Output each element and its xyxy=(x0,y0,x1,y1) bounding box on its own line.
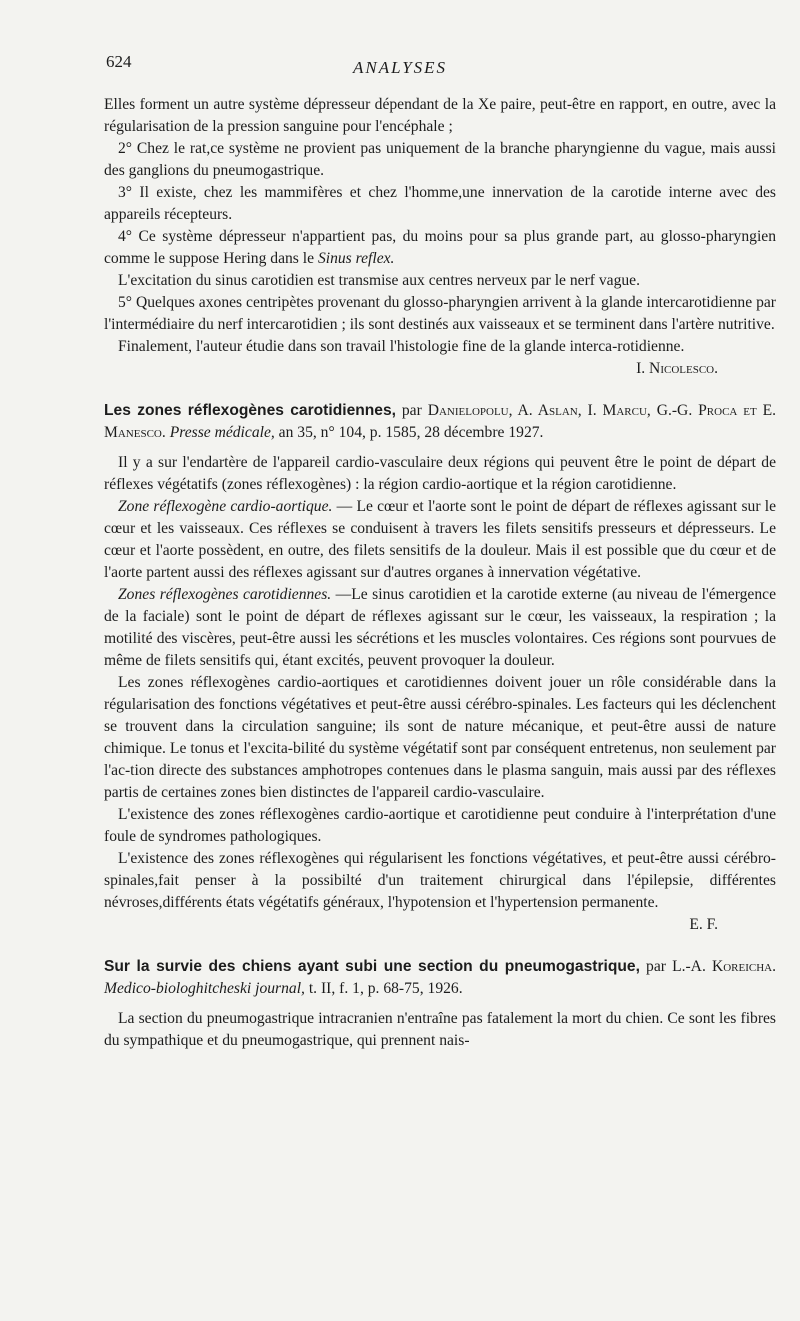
review1-paragraph: 3° Il existe, chez les mammifères et chez l'homme,une innervation de la carotide interne avec des appareils récepteurs. xyxy=(104,184,776,223)
text-column xyxy=(104,94,776,1052)
review1-paragraph: Finalement, l'auteur étudie dans son travail l'histologie fine de la glande interca-rotidienne. xyxy=(118,338,685,355)
running-title: ANALYSES xyxy=(352,58,448,77)
review1-paragraph: Elles forment un autre système dépresseur dépendant de la Xe paire, peut-être en rapport, en outre, avec la régularisation de la pression sanguine pour l'encéphale ; xyxy=(104,96,776,135)
review1-paragraph: 2° Chez le rat,ce système ne provient pas uniquement de la branche pharyngienne du vague, mais aussi des ganglions du pneumogastrique. xyxy=(104,140,776,179)
review1-paragraph: 5° Quelques axones centripètes provenant du glosso-pharyngien arrivent à la glande intercarotidienne par l'intermédiaire du nerf intercarotidien ; ils sont destinés aux vaisseaux et se terminent dans l'artère nutritive. xyxy=(104,294,776,333)
review2-paragraph: L'existence des zones réflexogènes qui régularisent les fonctions végétatives, et peut-être aussi cérébro-spinales,fait penser à la possibilté d'un traitement chirurgical dans l'épilepsie, différentes névroses,différents états végétatifs généraux, l'hypotension et l'hypertension permanente. xyxy=(104,850,776,911)
review2-paragraph: Zone réflexogène cardio-aortique. — Le cœur et l'aorte sont le point de départ de réflexes agissant sur le cœur et les vaisseaux. Ces réflexes se conduisent à travers les filets sensitifs presseurs et dépresseurs. Le cœur et l'aorte possèdent, en outre, des filets sensitifs de la douleur. Mais il est possible que du cœur et de l'aorte partent aussi des réflexes agissant sur d'autres organes à innervation végétative. xyxy=(104,498,776,581)
review1-paragraph: L'excitation du sinus carotidien est transmise aux centres nerveux par le nerf vague. xyxy=(118,272,640,289)
page-number: 624 xyxy=(106,52,132,71)
review2-paragraph: L'existence des zones réflexogènes cardio-aortique et carotidienne peut conduire à l'interprétation d'une foule de syndromes pathologiques. xyxy=(104,806,776,845)
review2-signature: E. F. xyxy=(689,916,718,933)
review3-paragraph: La section du pneumogastrique intracranien n'entraîne pas fatalement la mort du chien. Ce sont les fibres du sympathique et du pneumogastrique, qui prennent nais- xyxy=(104,1010,776,1049)
review2-heading: Les zones réflexogènes carotidiennes, par Danielopolu, A. Aslan, I. Marcu, G.-G. Proca et E. Manesco. Presse médicale, an 35, n° 104, p. 1585, 28 décembre 1927. xyxy=(104,402,776,441)
review3-heading: Sur la survie des chiens ayant subi une section du pneumogastrique, par L.-A. Koreicha. Medico-biologhitcheski journal, t. II, f. 1, p. 68-75, 1926. xyxy=(104,958,776,997)
review2-paragraph: Les zones réflexogènes cardio-aortiques et carotidiennes doivent jouer un rôle considérable dans la régularisation des fonctions végétatives et peut-être aussi cérébro-spinales. Les facteurs qui les déclenchent se trouvent dans la circulation sanguine; ils sont de nature mécanique, et peut-être aussi de nature chimique. Le tonus et l'excita-bilité du système végétatif sont par conséquent entretenus, non seulement par l'ac-tion directe des substances amphotropes contenues dans le plasma sanguin, mais aussi par des réflexes partis de certaines zones bien distinctes de l'appareil cardio-vasculaire. xyxy=(104,674,776,801)
review1-signature: I. Nicolesco. xyxy=(636,360,718,377)
review2-paragraph: Il y a sur l'endartère de l'appareil cardio-vasculaire deux régions qui peuvent être le point de départ de réflexes végétatifs (zones réflexogènes) : la région cardio-aortique et la région carotidienne. xyxy=(104,454,776,493)
review2-paragraph: Zones réflexogènes carotidiennes. —Le sinus carotidien et la carotide externe (au niveau de l'émergence de la faciale) sont le point de départ de réflexes agissant sur le cœur, les vaisseaux, la respiration ; la motilité des viscères, peut-être aussi les sécrétions et les muscles volontaires. Ces régions sont pourvues de même de filets sensitifs qui, étant excités, peuvent provoquer la douleur. xyxy=(104,586,776,669)
review1-paragraph: 4° Ce système dépresseur n'appartient pas, du moins pour sa plus grande part, au glosso-pharyngien comme le suppose Hering dans le Sinus reflex. xyxy=(104,228,776,267)
